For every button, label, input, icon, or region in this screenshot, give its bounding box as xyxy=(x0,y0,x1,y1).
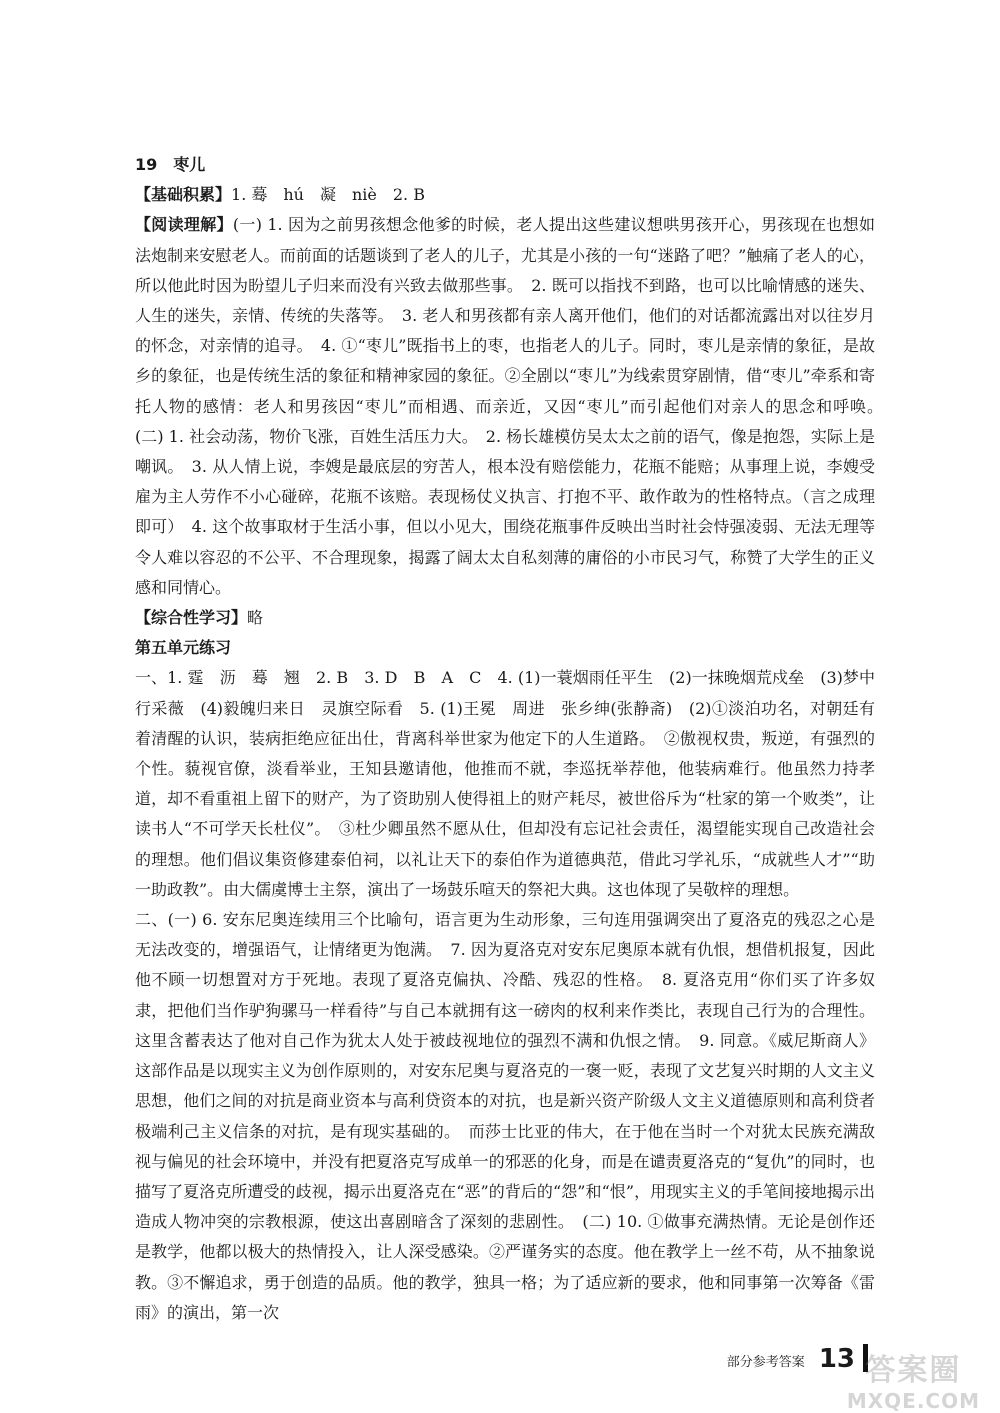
footer-label: 部分参考答案 xyxy=(726,1355,805,1370)
reading-text: (一) 1. 因为之前男孩想念他爹的时候，老人提出这些建议想哄男孩开心，男孩现在也想如法炮制来安慰老人。而前面的话题谈到了老人的儿子，尤其是小孩的一句“迷路了吧？”触痛了老人的心，所以他此时因为盼望儿子归来而没有兴致去做那些事。 2. 既可以指找不到路，也可以比喻情感的迷失、人生的迷失，亲情、传统的失落等。 3. 老人和男孩都有亲人离开他们，他们的对话都流露出对以往岁月的怀念，对亲情的追寻。 4. ①“枣儿”既指书上的枣，也指老人的儿子。同时，枣儿是亲情的象征，是故乡的象征，也是传统生活的象征和精神家园的象征。②全剧以“枣儿”为线索贯穿剧情，借“枣儿”牵系和寄托人物的感情：老人和男孩因“枣儿”而相遇、而亲近，又因“枣儿”而引起他们对亲人的思念和呼唤。 (二) 1. 社会动荡，物价飞涨，百姓生活压力大。 2. 杨长雄模仿吴太太之前的语气，像是抱怨，实际上是嘲讽。 3. 从人情上说，李嫂是最底层的穷苦人，根本没有赔偿能力，花瓶不能赔；从事理上说，李嫂受雇为主人劳作不小心碰碎，花瓶不该赔。表现杨仗义执言、打抱不平、敢作敢为的性格特点。（言之成理即可） 4. 这个故事取材于生活小事，但以小见大，围绕花瓶事件反映出当时社会恃强凌弱、无法无理等令人难以容忍的不公平、不合理现象，揭露了阔太太自私刻薄的庸俗的小市民习气，称赞了大学生的正义感和同情心。 xyxy=(135,215,892,597)
watermark xyxy=(847,1345,980,1413)
unit-part1: 一、1. 霆 沥 蓦 翘 2. B 3. D B A C 4. (1)一蓑烟雨任平生 (2)一抹晚烟荒戍垒 (3)梦中行采薇 (4)毅魄归来日 灵旗空际看 5. (1)王冕 周进 张乡绅(张静斋) (2)①淡泊功名，对朝廷有着清醒的认识，装病拒绝应征出仕，背离科举世家为他定下的人生道路。 ②傲视权贵，叛逆，有强烈的个性。藐视官僚，淡看举业，王知县邀请他，他推而不就，李巡抚举荐他，他装病难行。他虽然力持孝道，却不看重祖上留下的财产，为了资助别人使得祖上的财产耗尽，被世俗斥为“杜家的第一个败类”，让读书人“不可学天长杜仪”。 ③杜少卿虽然不愿从仕，但却没有忘记社会责任，渴望能实现自己改造社会的理想。他们倡议集资修建泰伯祠，以礼让天下的泰伯作为道德典范，借此习学礼乐，“成就些人才”“助一助政教”。由大儒虞博士主祭，演出了一场鼓乐喧天的祭祀大典。这也体现了吴敬梓的理想。 xyxy=(135,668,875,899)
comprehensive-text: 略 xyxy=(247,608,264,628)
basic-section xyxy=(135,180,875,210)
unit-part2: 二、(一) 6. 安东尼奥连续用三个比喻句，语言更为生动形象，三句连用强调突出了夏洛克的残忍之心是无法改变的，增强语气，让情绪更为饱满。 7. 因为夏洛克对安东尼奥原本就有仇恨，想借机报复，因此他不顾一切想置对方于死地。表现了夏洛克偏执、冷酷、残忍的性格。 8. 夏洛克用“你们买了许多奴隶，把他们当作驴狗骡马一样看待”与自己本就拥有这一磅肉的权利来作类比，表现自己行为的合理性。这里含蓄表达了他对自己作为犹太人处于被歧视地位的强烈不满和仇恨之情。 9. 同意。《威尼斯商人》这部作品是以现实主义为创作原则的，对安东尼奥与夏洛克的一褒一贬，表现了文艺复兴时期的人文主义思想，他们之间的对抗是商业资本与高利贷资本的对抗，也是新兴资产阶级人文主义道德原则和高利贷者极端利己主义信条的对抗，是有现实基础的。 而莎士比亚的伟大，在于他在当时一个对犹太民族充满敌视与偏见的社会环境中，并没有把夏洛克写成单一的邪恶的化身，而是在谴责夏洛克的“复仇”的同时，也描写了夏洛克所遭受的歧视，揭示出夏洛克在“恶”的背后的“怨”和“恨”，用现实主义的手笔间接地揭示出造成人物冲突的宗教根源，使这出喜剧暗含了深刻的悲剧性。 (二) 10. ①做事充满热情。无论是创作还是教学，他都以极大的热情投入，让人深受感染。②严谨务实的态度。他在教学上一丝不苟，从不抽象说教。③不懈追求，勇于创造的品质。他的教学，独具一格；为了适应新的要求，他和同事第一次筹备《雷雨》的演出，第一次 xyxy=(135,910,875,1322)
unit-title-text: 第五单元练习 xyxy=(135,638,232,658)
comprehensive-section xyxy=(135,603,875,633)
lesson-title-text: 19 枣儿 xyxy=(135,155,206,174)
comprehensive-label: 【综合性学习】 xyxy=(135,608,248,628)
page-number: 13 xyxy=(818,1344,855,1374)
reading-label: 【阅读理解】 xyxy=(135,215,233,235)
reading-section xyxy=(135,210,892,603)
answer-content xyxy=(135,150,892,1328)
watermark-url: MXQE.COM xyxy=(846,1389,980,1413)
lesson-title xyxy=(135,150,875,180)
basic-label: 【基础积累】 xyxy=(135,185,232,205)
unit-title xyxy=(135,633,875,663)
watermark-logo-text: 答案圈 xyxy=(865,1353,962,1388)
basic-text: 1. 蓦 hú 凝 niè 2. B xyxy=(231,185,425,205)
